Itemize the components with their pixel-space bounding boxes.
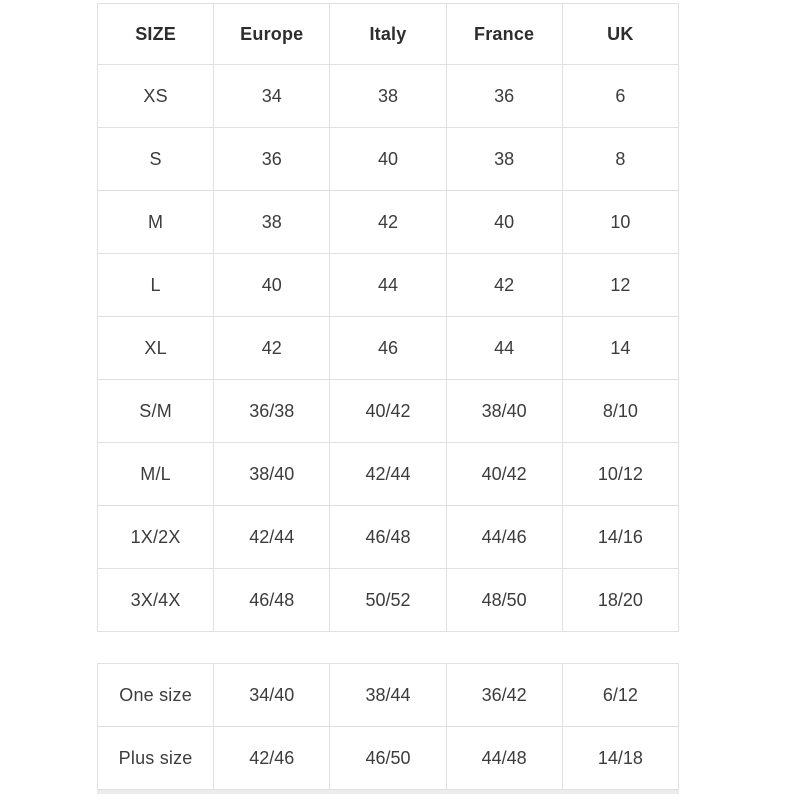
value-cell: 42 (330, 191, 446, 254)
value-cell: 14 (562, 317, 678, 380)
bottom-divider (97, 790, 679, 794)
column-header-size: SIZE (98, 4, 214, 65)
size-label-cell: XL (98, 317, 214, 380)
value-cell: 38/40 (214, 443, 330, 506)
value-cell: 38 (214, 191, 330, 254)
value-cell: 6 (562, 65, 678, 128)
size-label-cell: M (98, 191, 214, 254)
value-cell: 40 (446, 191, 562, 254)
value-cell: 18/20 (562, 569, 678, 632)
value-cell: 50/52 (330, 569, 446, 632)
value-cell: 10/12 (562, 443, 678, 506)
column-header-italy: Italy (330, 4, 446, 65)
column-header-france: France (446, 4, 562, 65)
size-label-cell: One size (98, 664, 214, 727)
size-label-cell: 3X/4X (98, 569, 214, 632)
value-cell: 14/18 (562, 727, 678, 790)
value-cell: 46/48 (214, 569, 330, 632)
size-conversion-section (97, 3, 679, 794)
value-cell: 40/42 (446, 443, 562, 506)
column-header-europe: Europe (214, 4, 330, 65)
size-label-cell: L (98, 254, 214, 317)
value-cell: 40/42 (330, 380, 446, 443)
size-label-cell: M/L (98, 443, 214, 506)
value-cell: 36/42 (446, 664, 562, 727)
value-cell: 40 (214, 254, 330, 317)
value-cell: 36/38 (214, 380, 330, 443)
column-header-uk: UK (562, 4, 678, 65)
header-row (98, 4, 679, 65)
table-row-1x-2x (98, 506, 679, 569)
value-cell: 44/48 (446, 727, 562, 790)
value-cell: 12 (562, 254, 678, 317)
table-row-m (98, 191, 679, 254)
table-row-l (98, 254, 679, 317)
value-cell: 6/12 (562, 664, 678, 727)
value-cell: 36 (214, 128, 330, 191)
table-row-3x-4x (98, 569, 679, 632)
value-cell: 38 (446, 128, 562, 191)
value-cell: 10 (562, 191, 678, 254)
value-cell: 34 (214, 65, 330, 128)
value-cell: 42/44 (330, 443, 446, 506)
value-cell: 38 (330, 65, 446, 128)
table-row-s-m (98, 380, 679, 443)
value-cell: 42/46 (214, 727, 330, 790)
size-label-cell: 1X/2X (98, 506, 214, 569)
size-label-cell: Plus size (98, 727, 214, 790)
value-cell: 48/50 (446, 569, 562, 632)
value-cell: 42/44 (214, 506, 330, 569)
table-row-s (98, 128, 679, 191)
special-sizes-table (97, 663, 679, 790)
size-conversion-table (97, 3, 679, 632)
table-gap (97, 632, 679, 663)
value-cell: 46/48 (330, 506, 446, 569)
value-cell: 8 (562, 128, 678, 191)
value-cell: 44 (330, 254, 446, 317)
value-cell: 38/44 (330, 664, 446, 727)
size-label-cell: S/M (98, 380, 214, 443)
value-cell: 42 (446, 254, 562, 317)
value-cell: 40 (330, 128, 446, 191)
table-row-m-l (98, 443, 679, 506)
value-cell: 46 (330, 317, 446, 380)
table-row-xs (98, 65, 679, 128)
value-cell: 46/50 (330, 727, 446, 790)
table-header (98, 4, 679, 65)
value-cell: 8/10 (562, 380, 678, 443)
size-label-cell: S (98, 128, 214, 191)
value-cell: 44/46 (446, 506, 562, 569)
table-row-one-size (98, 664, 679, 727)
value-cell: 14/16 (562, 506, 678, 569)
value-cell: 38/40 (446, 380, 562, 443)
table-row-plus-size (98, 727, 679, 790)
value-cell: 42 (214, 317, 330, 380)
value-cell: 44 (446, 317, 562, 380)
value-cell: 36 (446, 65, 562, 128)
value-cell: 34/40 (214, 664, 330, 727)
table-row-xl (98, 317, 679, 380)
size-label-cell: XS (98, 65, 214, 128)
